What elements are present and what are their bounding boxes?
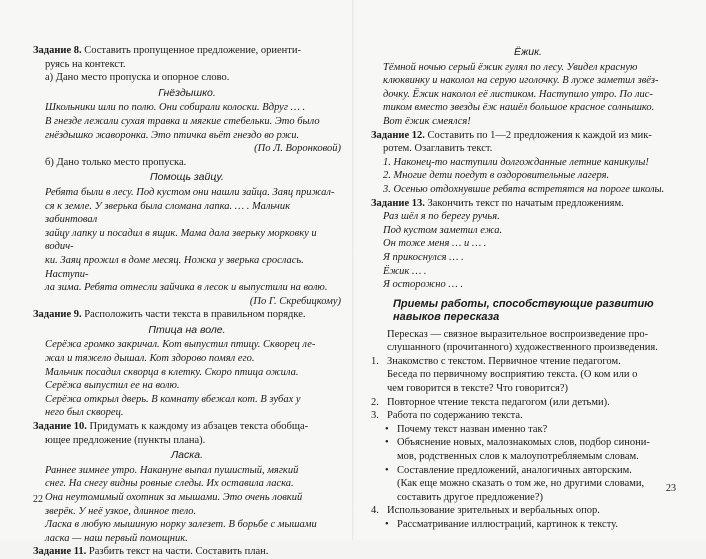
story-title: Птица на воле. bbox=[148, 323, 226, 336]
task-13 bbox=[371, 197, 685, 211]
story-title: Помощь зайцу. bbox=[150, 171, 224, 184]
page-right bbox=[353, 0, 706, 540]
list-item bbox=[371, 409, 685, 423]
bullet-text: Объяснение новых, малознакомых слов, подбор синони- bbox=[397, 437, 650, 449]
page-left bbox=[0, 0, 353, 558]
text-line: Серёжа выпустил ее на волю. bbox=[45, 380, 180, 392]
text-line: Серёжа громко закричал. Кот выпустил птицу. Скворец ле- bbox=[45, 339, 316, 351]
text-line: гнёздышко жаворонка. Это птичка вьёт гнездо во ржи. bbox=[45, 129, 300, 141]
list-text: Использование зрительных и вербальных опор. bbox=[387, 505, 600, 517]
bullet-text: Почему текст назван именно так? bbox=[397, 423, 548, 435]
right-column bbox=[371, 46, 685, 532]
text-line: Раннее зимнее утро. Накануне выпал пушистый, мягкий bbox=[45, 464, 299, 476]
task-8-b: б) Дано только место пропуска. bbox=[45, 156, 187, 168]
bullet-mark bbox=[385, 477, 397, 491]
text-line: Я осторожно … . bbox=[383, 279, 463, 291]
list-number: 1. bbox=[371, 355, 379, 367]
text-line: него был скворец. bbox=[45, 407, 124, 419]
task-text: Закончить текст по начатым предложениям. bbox=[424, 197, 624, 209]
task-text: Разбить текст на части. Составить план. bbox=[86, 546, 269, 558]
text-line: Раз шёл я по берегу ручья. bbox=[383, 211, 500, 223]
story-body bbox=[33, 338, 341, 420]
text-line: Вот ёжик смеялся! bbox=[383, 115, 471, 127]
left-column bbox=[33, 44, 341, 559]
list-text: Знакомство с текстом. Первичное чтение педагогом. bbox=[387, 355, 621, 367]
bullet-item bbox=[371, 450, 685, 464]
text-line: ки. Заяц прожил в доме месяц. Ножка у зверька срослась. Наступи- bbox=[45, 254, 304, 280]
list-text: Повторное чтение текста педагогом (или детьми). bbox=[387, 396, 610, 408]
list-number: 2. bbox=[371, 396, 379, 408]
text-line: Ёжик … . bbox=[383, 265, 427, 277]
task-label: Задание 9. bbox=[33, 309, 82, 321]
bullet-item bbox=[371, 464, 685, 478]
task-12-list bbox=[371, 156, 685, 197]
text-line: ся к земле. У зверька была сломана лапка. … . Мальчик забинтовал bbox=[45, 200, 290, 226]
bullet-text: Рассматривание иллюстраций, картинок к тексту. bbox=[397, 519, 618, 530]
bullet-mark bbox=[385, 450, 397, 464]
text-line: тиком вместо звезды ёж нашёл большое красное солнышко. bbox=[383, 102, 655, 114]
bullet-text: мов, родственных слов к малоупотребляемым словам. bbox=[397, 451, 639, 463]
task-label: Задание 11. bbox=[33, 546, 87, 558]
text-line: клюквинку и наколол на серую иголочку. В луже заметил звёз- bbox=[383, 75, 659, 87]
bullet-mark bbox=[385, 491, 397, 505]
text-line: ла зима. Ребята отнесли зайчика в лесок и выпустили на волю. bbox=[45, 282, 328, 294]
bullet-mark: • bbox=[385, 423, 389, 435]
task-13-lines bbox=[371, 210, 685, 292]
text-line: Серёжа открыл дверь. В комнату вбежал кот. В зубах у bbox=[45, 393, 301, 405]
text-line: зайцу лапку и посадил в ящик. Мама дала зверьку морковку и водич- bbox=[45, 227, 317, 253]
list-item bbox=[371, 504, 685, 518]
text-line: Она неутомимый охотник за мышами. Это очень ловкий bbox=[45, 492, 303, 503]
list-item bbox=[371, 396, 685, 410]
text-line: Тёмной ночью серый ёжик гулял по лесу. Увидел красную bbox=[383, 61, 638, 73]
task-10 bbox=[33, 420, 341, 434]
bullet-item bbox=[371, 477, 685, 491]
task-label: Задание 13. bbox=[371, 197, 425, 209]
method-list bbox=[371, 355, 685, 532]
bullet-item bbox=[371, 518, 685, 532]
story-body bbox=[33, 101, 341, 142]
bullet-mark: • bbox=[385, 464, 389, 476]
task-12 bbox=[371, 129, 685, 143]
list-item bbox=[371, 382, 685, 396]
story-title: Ласка. bbox=[170, 449, 203, 462]
text-line: Мальчик посадил скворца в клетку. Скоро птица ожила. bbox=[45, 366, 299, 378]
task-9 bbox=[33, 308, 341, 322]
task-text-cont: ющее предложение (пункты плана). bbox=[45, 434, 206, 446]
text-line: снег. На снегу видны ровные следы. Их оставила ласка. bbox=[45, 478, 294, 490]
text-line: В гнезде лежали сухая травка и мягкие стебельки. Это было bbox=[45, 115, 320, 127]
story-body bbox=[371, 61, 685, 129]
text-line: Под кустом заметил ежа. bbox=[383, 224, 503, 236]
text-line: 3. Осенью отдохнувшие ребята встретятся на пороге школы. bbox=[383, 183, 665, 195]
list-text: чем говорится в тексте? Что говорится?) bbox=[387, 383, 569, 395]
list-item bbox=[371, 355, 685, 369]
task-text: Расположить части текста в правильном порядке. bbox=[81, 309, 306, 321]
text-line: зверёк. У неё узкое, длинное тело. bbox=[45, 505, 197, 517]
bullet-item bbox=[371, 423, 685, 437]
text-line: дочку. Ёжик наколол её листиком. Наступило утро. По лис- bbox=[383, 88, 653, 100]
page-number: 22 bbox=[33, 494, 43, 505]
list-number: 4. bbox=[371, 505, 379, 517]
text-line: жал и тяжело дышал. Кот здорово помял его. bbox=[45, 353, 255, 365]
story-title: Гнёздышко. bbox=[158, 86, 216, 99]
task-text-cont: ротем. Озаглавить текст. bbox=[383, 143, 493, 155]
task-label: Задание 10. bbox=[33, 421, 87, 433]
text-line: ласка — наш первый помощник. bbox=[45, 532, 188, 544]
text-line: слушанного (прочитанного) художественного произведения. bbox=[387, 342, 658, 354]
section-heading bbox=[371, 298, 685, 324]
task-11 bbox=[33, 545, 341, 559]
story-author: (По Л. Воронковой) bbox=[254, 143, 341, 155]
list-number: 3. bbox=[371, 410, 379, 422]
text-line: Ребята были в лесу. Под кустом они нашли зайца. Заяц прижал- bbox=[45, 186, 335, 198]
bullet-text: Составление предложений, аналогичных авторским. bbox=[397, 464, 632, 476]
bullet-text: составить другое предложение?) bbox=[397, 491, 543, 503]
heading-line: навыков пересказа bbox=[393, 310, 500, 323]
task-text-cont: руясь на контекст. bbox=[45, 58, 126, 70]
text-line: Ласка в любую мышиную норку залезет. В борьбе с мышами bbox=[45, 519, 317, 531]
list-item bbox=[371, 368, 685, 382]
story-author: (По Г. Скребицкому) bbox=[249, 295, 341, 307]
task-label: Задание 12. bbox=[371, 129, 425, 141]
page-number: 23 bbox=[666, 483, 676, 494]
story-body bbox=[33, 464, 341, 546]
text-line: 1. Наконец-то наступили долгожданные летние каникулы! bbox=[383, 156, 649, 168]
text-line: Пересказ — связное выразительное воспроизведение про- bbox=[387, 328, 649, 340]
bullet-text: (Как еще можно сказать о том же, но другими словами, bbox=[397, 478, 645, 490]
task-text: Составить пропущенное предложение, ориенти- bbox=[81, 45, 302, 56]
bullet-item bbox=[371, 436, 685, 450]
task-text: Придумать к каждому из абзацев текста обобща- bbox=[86, 421, 309, 433]
bullet-mark: • bbox=[385, 519, 389, 530]
intro-paragraph bbox=[371, 328, 685, 355]
text-line: Я прикоснулся … . bbox=[383, 251, 464, 263]
text-line: Школьники шли по полю. Они собирали колоски. Вдруг … . bbox=[45, 102, 306, 114]
story-title: Ёжик. bbox=[514, 46, 542, 58]
text-line: Он тоже меня … и … . bbox=[383, 238, 487, 250]
bullet-mark: • bbox=[385, 437, 389, 449]
list-text: Работа по содержанию текста. bbox=[387, 410, 523, 422]
list-number bbox=[371, 368, 387, 382]
story-body bbox=[33, 186, 341, 295]
list-number bbox=[371, 382, 387, 396]
list-text: Беседа по первичному восприятию текста. (О ком или о bbox=[387, 369, 638, 381]
task-8-a: а) Дано место пропуска и опорное слово. bbox=[45, 72, 230, 84]
text-line: 2. Многие дети поедут в оздоровительные лагеря. bbox=[383, 170, 610, 182]
task-8 bbox=[33, 44, 341, 58]
task-text: Составить по 1—2 предложения к каждой из мик- bbox=[424, 129, 652, 141]
bullet-item bbox=[371, 491, 685, 505]
heading-line: Приемы работы, способствующие развитию bbox=[393, 297, 654, 310]
task-label: Задание 8. bbox=[33, 45, 82, 56]
